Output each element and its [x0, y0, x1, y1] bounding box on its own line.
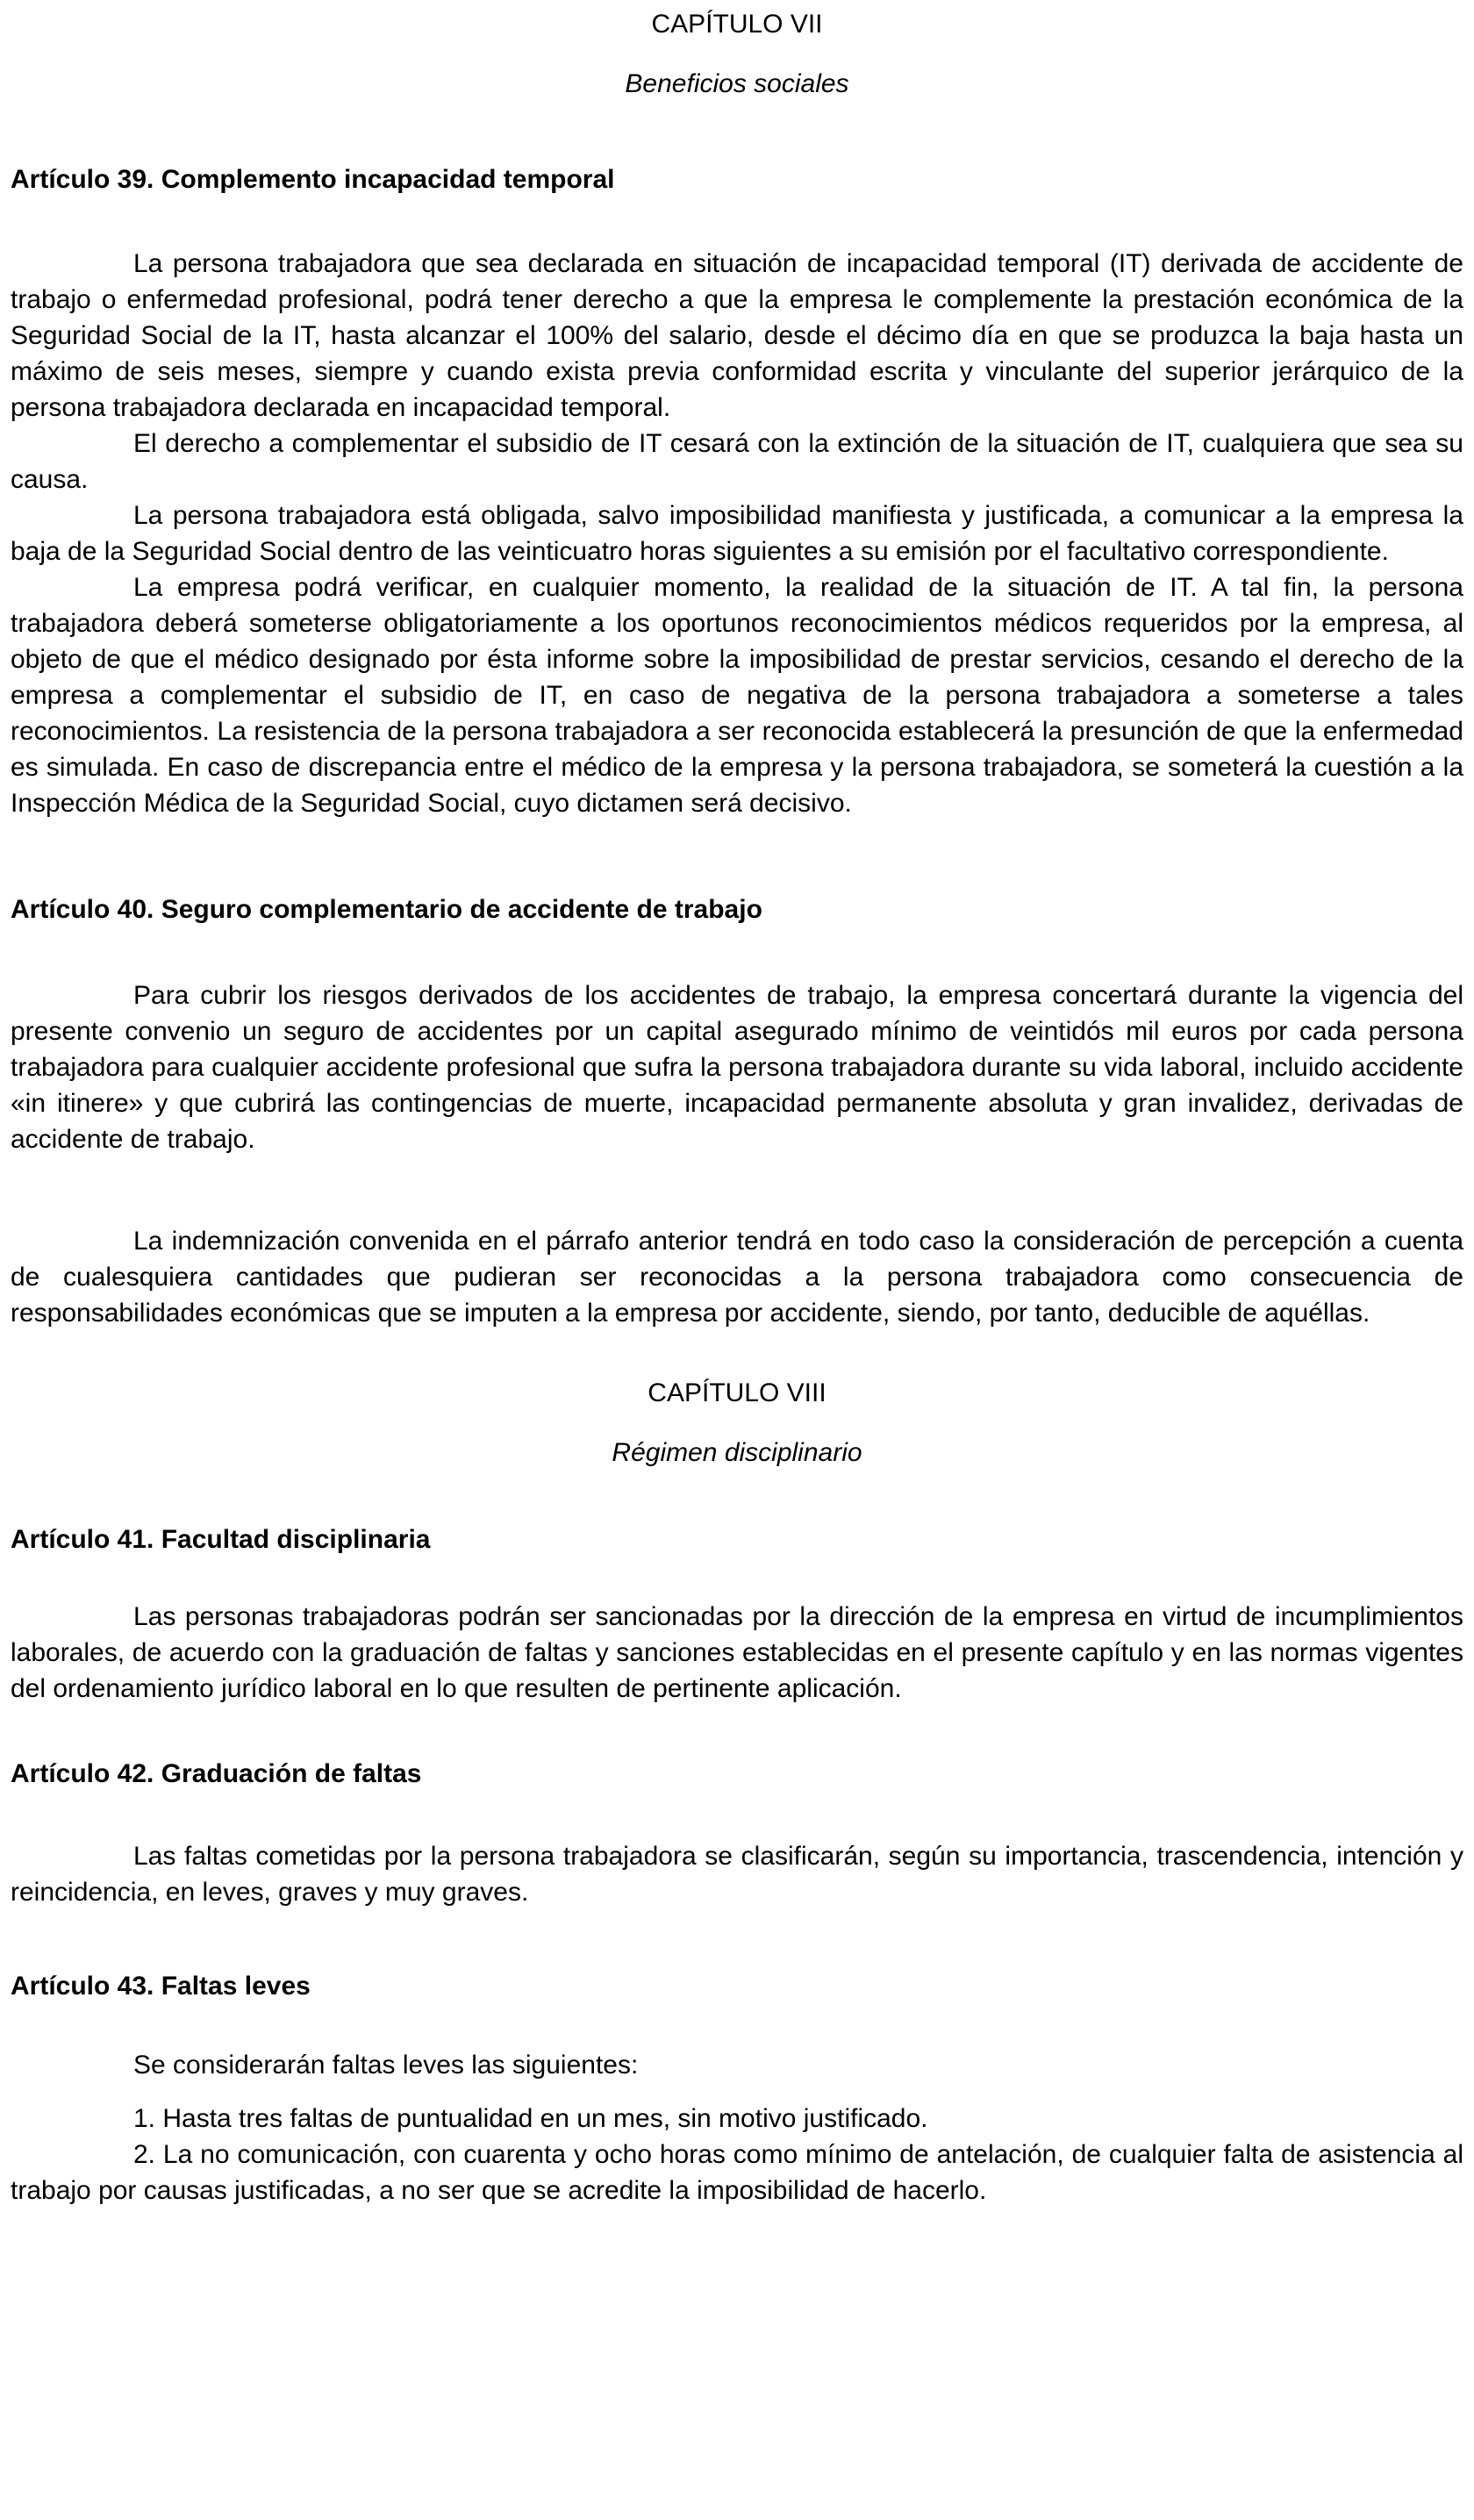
- article-39-paragraph-4: La empresa podrá verificar, en cualquier momento, la realidad de la situación de IT. A tal fin, la persona trabajadora deberá someterse obligatoriamente a los oportunos reconocimientos médicos requeridos por la empresa, al objeto de que el médico designado por ésta informe sobre la imposibilidad de prestar servicios, cesando el derecho de la empresa a complementar el subsidio de IT, en caso de negativa de la persona trabajadora a someterse a tales reconocimientos. La resistencia de la persona trabajadora a ser reconocida establecerá la presunción de que la enfermedad es simulada. En caso de discrepancia entre el médico de la empresa y la persona trabajadora, se someterá la cuestión a la Inspección Médica de la Seguridad Social, cuyo dictamen será decisivo.: [11, 573, 1463, 818]
- chapter-8-subtitle: Régimen disciplinario: [612, 1438, 862, 1467]
- article-40-heading: Artículo 40. Seguro complementario de accidente de trabajo: [11, 895, 762, 924]
- article-40-paragraph-1: Para cubrir los riesgos derivados de los accidentes de trabajo, la empresa concertará durante la vigencia del presente convenio un seguro de accidentes por un capital asegurado mínimo de veintidós mil euros por cada persona trabajadora para cualquier accidente profesional que sufra la persona trabajadora durante su vida laboral, incluido accidente «in itinere» y que cubrirá las contingencias de muerte, incapacidad permanente absoluta y gran invalidez, derivadas de accidente de trabajo.: [11, 981, 1463, 1154]
- article-39-heading: Artículo 39. Complemento incapacidad temporal: [11, 165, 615, 194]
- article-39-paragraph-1: La persona trabajadora que sea declarada en situación de incapacidad temporal (IT) derivada de accidente de trabajo o enfermedad profesional, podrá tener derecho a que la empresa le complemente la prestación económica de la Seguridad Social de la IT, hasta alcanzar el 100% del salario, desde el décimo día en que se produzca la baja hasta un máximo de seis meses, siempre y cuando exista previa conformidad escrita y vinculante del superior jerárquico de la persona trabajadora declarada en incapacidad temporal.: [11, 249, 1463, 422]
- chapter-7-title: CAPÍTULO VII: [651, 10, 823, 39]
- article-43-list-item-1: 1. Hasta tres faltas de puntualidad en un mes, sin motivo justificado.: [133, 2104, 928, 2133]
- article-42-heading: Artículo 42. Graduación de faltas: [11, 1759, 422, 1788]
- article-43-heading: Artículo 43. Faltas leves: [11, 1972, 311, 2001]
- article-43-list-item-2: 2. La no comunicación, con cuarenta y ocho horas como mínimo de antelación, de cualquier falta de asistencia al trabajo por causas justificadas, a no ser que se acredite la imposibilidad de hacerlo.: [11, 2140, 1463, 2205]
- chapter-8-title: CAPÍTULO VIII: [648, 1378, 826, 1407]
- article-41-paragraph-1: Las personas trabajadoras podrán ser sancionadas por la dirección de la empresa en virtud de incumplimientos laborales, de acuerdo con la graduación de faltas y sanciones establecidas en el presente capítulo y en las normas vigentes del ordenamiento jurídico laboral en lo que resulten de pertinente aplicación.: [11, 1602, 1463, 1703]
- article-43-intro: Se considerarán faltas leves las siguientes:: [133, 2051, 639, 2080]
- article-40-paragraph-2: La indemnización convenida en el párrafo anterior tendrá en todo caso la consideración de percepción a cuenta de cualesquiera cantidades que pudieran ser reconocidas a la persona trabajadora como consecuencia de responsabilidades económicas que se imputen a la empresa por accidente, siendo, por tanto, deducible de aquéllas.: [11, 1227, 1463, 1328]
- article-39-paragraph-3: La persona trabajadora está obligada, salvo imposibilidad manifiesta y justificada, a comunicar a la empresa la baja de la Seguridad Social dentro de las veinticuatro horas siguientes a su emisión por el facultativo correspondiente.: [11, 501, 1463, 566]
- article-39-paragraph-2: El derecho a complementar el subsidio de IT cesará con la extinción de la situación de IT, cualquiera que sea su causa.: [11, 429, 1463, 494]
- chapter-7-subtitle: Beneficios sociales: [625, 69, 849, 98]
- article-42-paragraph-1: Las faltas cometidas por la persona trabajadora se clasificarán, según su importancia, trascendencia, intención y reincidencia, en leves, graves y muy graves.: [11, 1842, 1463, 1907]
- article-41-heading: Artículo 41. Facultad disciplinaria: [11, 1525, 431, 1554]
